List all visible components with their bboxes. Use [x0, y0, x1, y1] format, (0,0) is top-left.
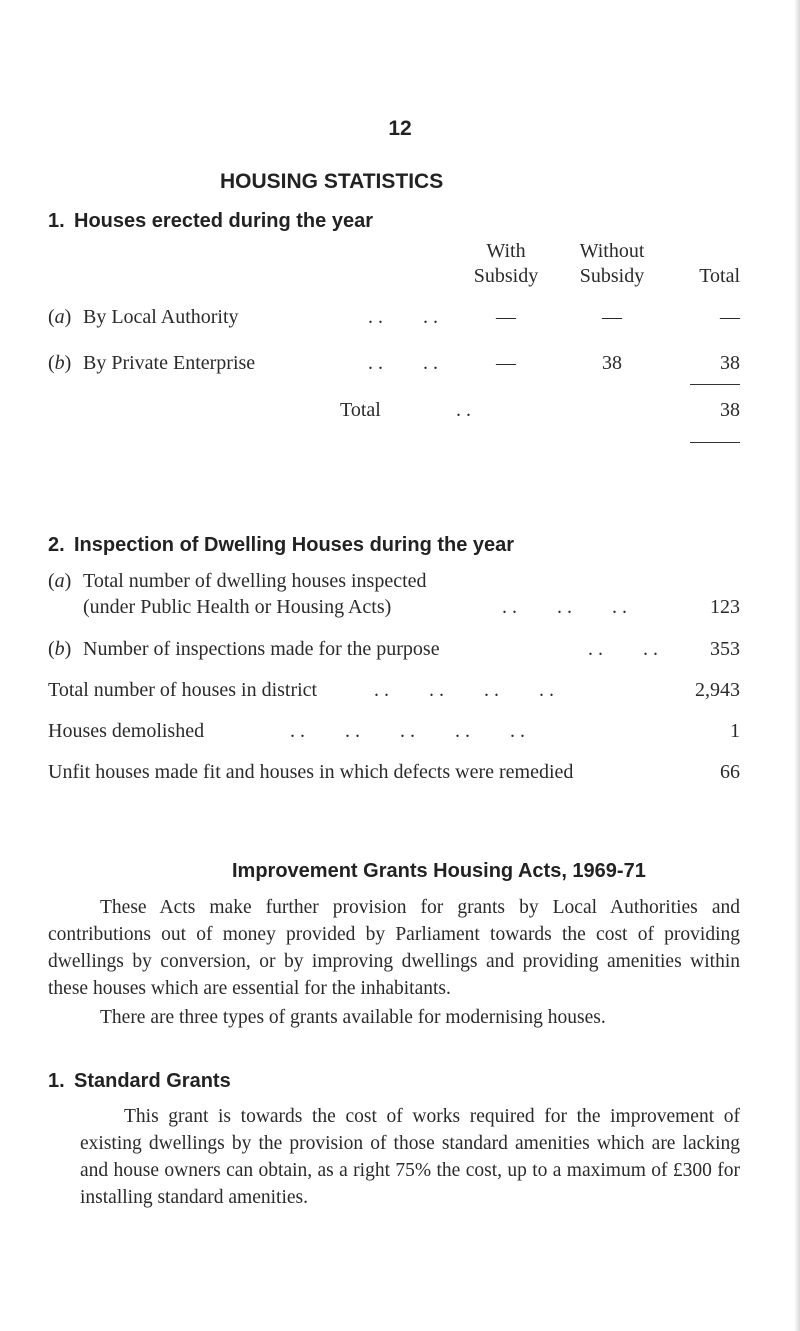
inspection-a-leaders: . . . . . . — [502, 596, 627, 618]
section1-total-label: Total — [340, 399, 381, 421]
standard-grants-paragraph: This grant is towards the cost of works required for the improvement of existing dwellings by the provision of those standard amenities which are lacking and house owners can obtain, as a right 75% the cost, up to a maximum of £300 for installing standard amenities. — [80, 1106, 740, 1208]
total-rule-top — [690, 384, 740, 385]
total-rule-bottom — [690, 442, 740, 443]
page-number: 12 — [388, 117, 412, 140]
row-a-leaders: . . . . — [368, 306, 438, 328]
row-a-total: — — [720, 306, 740, 328]
improvement-paragraph-2: There are three types of grants available for modernising houses. — [100, 1007, 606, 1028]
inspection-a-line1: Total number of dwelling houses inspected — [83, 570, 427, 592]
col-total-header: Total — [699, 265, 740, 287]
row-b-with: — — [496, 352, 516, 374]
unfit-label: Unfit houses made fit and houses in which defects were remedied — [48, 761, 574, 783]
section1-number: 1. — [48, 210, 65, 232]
standard-grants-number: 1. — [48, 1070, 65, 1092]
total-houses-value: 2,943 — [695, 679, 740, 701]
row-a-label: By Local Authority — [83, 306, 239, 328]
col-with-line2: Subsidy — [473, 265, 539, 287]
row-b-marker: (b) — [48, 352, 72, 374]
page-title: HOUSING STATISTICS — [220, 170, 444, 193]
row-a-marker: (a) — [48, 306, 72, 328]
standard-grants-heading: Standard Grants — [74, 1070, 231, 1092]
demolished-label: Houses demolished — [48, 720, 205, 742]
inspection-a-line2: (under Public Health or Housing Acts) — [83, 596, 392, 618]
section1-total-leaders: . . — [456, 399, 471, 421]
col-without-line1: Without — [579, 240, 645, 262]
unfit-value: 66 — [720, 761, 740, 783]
section1-heading: Houses erected during the year — [74, 210, 373, 232]
row-a-without: — — [602, 306, 622, 328]
improvement-heading: Improvement Grants Housing Acts, 1969-71 — [232, 860, 646, 882]
total-houses-label: Total number of houses in district — [48, 679, 318, 701]
inspection-a-marker: (a) — [48, 570, 72, 592]
row-b-total: 38 — [720, 352, 740, 374]
inspection-b-leaders: . . . . — [588, 638, 658, 660]
row-b-label: By Private Enterprise — [83, 352, 256, 374]
section1-total-value: 38 — [720, 399, 740, 421]
inspection-b-marker: (b) — [48, 638, 72, 660]
row-b-leaders: . . . . — [368, 352, 438, 374]
row-b-without: 38 — [602, 352, 622, 374]
inspection-a-value: 123 — [710, 596, 740, 618]
section2-number: 2. — [48, 534, 65, 556]
section2-heading: Inspection of Dwelling Houses during the year — [74, 534, 515, 556]
inspection-b-value: 353 — [710, 638, 740, 660]
col-with-line1: With — [486, 240, 526, 262]
demolished-value: 1 — [730, 720, 740, 742]
inspection-b-label: Number of inspections made for the purpose — [83, 638, 440, 660]
demolished-leaders: . . . . . . . . . . — [290, 720, 525, 742]
col-without-line2: Subsidy — [579, 265, 645, 287]
page-edge-shadow — [794, 0, 800, 1331]
improvement-paragraph-1: These Acts make further provision for grants by Local Authorities and contributions out of money provided by Parliament towards the cost of providing dwellings by conversion, or by improving dwellings and providing amenities within these houses which are essential for the inhabitants. — [48, 897, 740, 999]
row-a-with: — — [496, 306, 516, 328]
total-houses-leaders: . . . . . . . . — [374, 679, 554, 701]
